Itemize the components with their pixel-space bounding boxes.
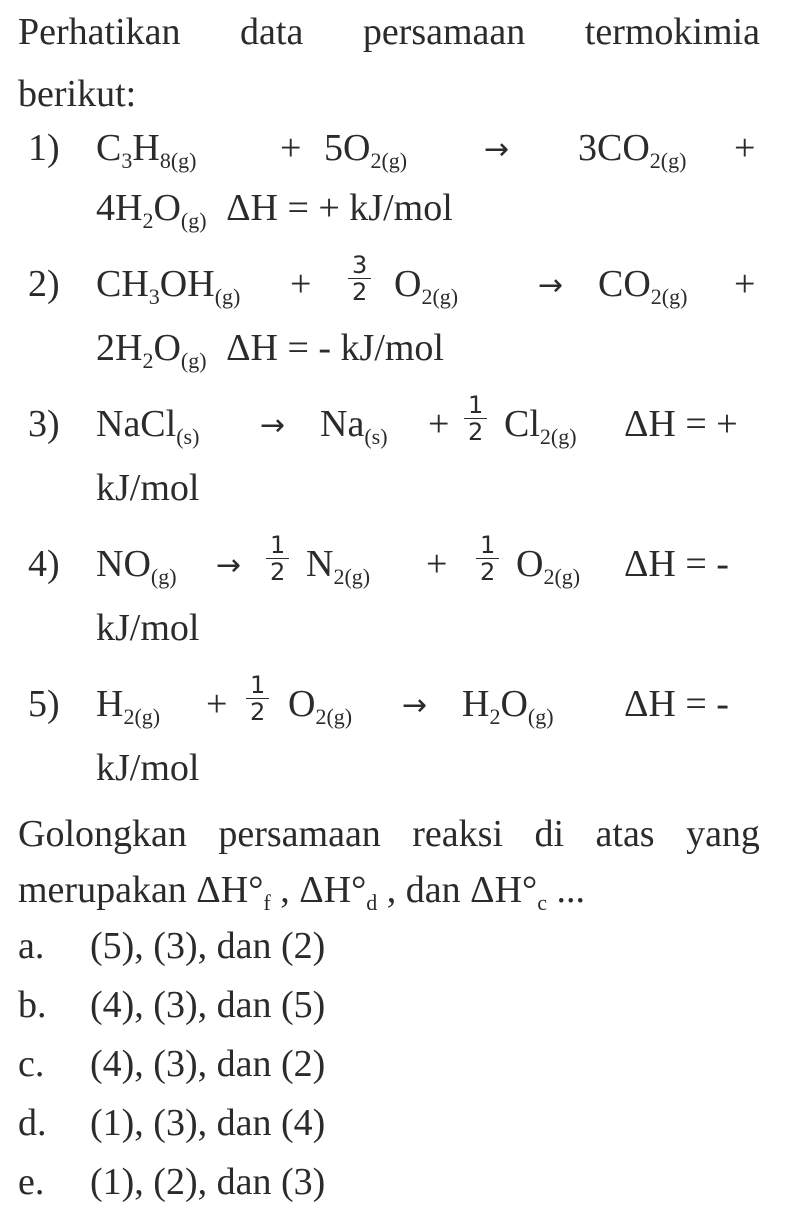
- product-oxygen: $O_{2(g)}$: [516, 543, 581, 589]
- option-text: (5), (3), dan (2): [90, 925, 326, 967]
- option-a[interactable]: [18, 924, 325, 968]
- enthalpy: ΔH = +: [624, 403, 738, 445]
- reaction-arrow-icon: →: [260, 408, 286, 443]
- option-text: (1), (3), dan (4): [90, 1102, 326, 1144]
- intro-line-1: [18, 10, 760, 54]
- option-letter: d.: [18, 1102, 47, 1144]
- plus-sign: +: [734, 127, 756, 169]
- reaction-arrow-icon: →: [484, 132, 510, 167]
- option-letter: b.: [18, 984, 47, 1026]
- plus-sign: +: [280, 127, 302, 169]
- plus-sign: +: [734, 263, 756, 305]
- reaction-number: 1): [28, 127, 60, 169]
- question-line-2: merupakan $\Delta H^\circ_f$ , $\Delta H^\circ_d$ , dan $\Delta H^\circ_c$ ...: [18, 869, 586, 915]
- fraction: $\frac{1}{2}$: [476, 532, 499, 585]
- intro-word: termokimia: [584, 11, 760, 53]
- reaction-1-cont: [96, 186, 453, 233]
- product-water: $2H_2O_{(g)}$: [96, 327, 207, 373]
- reaction-3-unit: kJ/mol: [96, 467, 200, 509]
- intro-word: data: [240, 11, 304, 53]
- reactant-propane: $C_3H_{8(g)}$: [96, 127, 197, 173]
- question-line-1: [18, 812, 760, 856]
- sub-c: c: [537, 890, 548, 915]
- reaction-arrow-icon: →: [402, 688, 428, 723]
- option-d[interactable]: [18, 1101, 325, 1145]
- question-word: reaksi: [412, 813, 504, 855]
- option-b[interactable]: [18, 983, 325, 1027]
- option-e[interactable]: [18, 1160, 325, 1204]
- option-text: (4), (3), dan (5): [90, 984, 326, 1026]
- question-word: di: [534, 813, 565, 855]
- reaction-5-unit: kJ/mol: [96, 747, 200, 789]
- reaction-number: 2): [28, 263, 60, 305]
- reactant-oxygen: $O_{2(g)}$: [394, 263, 459, 309]
- enthalpy: ΔH = -: [624, 543, 729, 585]
- reaction-4: [28, 531, 760, 598]
- product-sodium: $Na_{(s)}$: [320, 403, 388, 449]
- reactant-nacl: NaCl$_{(s)}$: [96, 403, 200, 449]
- reaction-2: [28, 251, 760, 318]
- reactant-oxygen: $5O_{2(g)}$: [324, 127, 408, 173]
- product-co2: $CO_{2(g)}$: [598, 263, 688, 309]
- enthalpy: ΔH = + kJ/mol: [226, 187, 453, 229]
- reaction-1: [28, 126, 760, 176]
- option-letter: c.: [18, 1043, 45, 1085]
- reaction-2-cont: [96, 326, 444, 373]
- reaction-arrow-icon: →: [538, 268, 564, 303]
- reactant-oxygen: $O_{2(g)}$: [288, 683, 353, 729]
- option-c[interactable]: [18, 1042, 325, 1086]
- fraction: $\frac{1}{2}$: [464, 392, 487, 445]
- intro-word: Perhatikan: [18, 11, 181, 53]
- question-word: persamaan: [218, 813, 381, 855]
- product-co2: $3CO_{2(g)}$: [578, 127, 687, 173]
- reaction-number: 4): [28, 543, 60, 585]
- product-water: $4H_2O_{(g)}$: [96, 187, 207, 233]
- reaction-4-unit: kJ/mol: [96, 607, 200, 649]
- question-word: atas: [595, 813, 655, 855]
- question-word: Golongkan: [18, 813, 187, 855]
- fraction: $\frac{3}{2}$: [348, 252, 371, 305]
- reaction-number: 3): [28, 403, 60, 445]
- option-text: (4), (3), dan (2): [90, 1043, 326, 1085]
- product-nitrogen: $N_{2(g)}$: [306, 543, 371, 589]
- plus-sign: +: [206, 683, 228, 725]
- reactant-no: $NO_{(g)}$: [96, 543, 177, 589]
- option-letter: e.: [18, 1161, 45, 1203]
- enthalpy: ΔH = -: [624, 683, 729, 725]
- reaction-3: [28, 391, 760, 458]
- enthalpy: ΔH = - kJ/mol: [226, 327, 444, 369]
- product-water: $H_2O_{(g)}$: [462, 683, 554, 729]
- plus-sign: +: [290, 263, 312, 305]
- fraction: $\frac{1}{2}$: [246, 672, 269, 725]
- plus-sign: +: [428, 403, 450, 445]
- product-chlorine: $Cl_{2(g)}$: [504, 403, 577, 449]
- sub-f: f: [263, 890, 271, 915]
- sub-d: d: [366, 890, 378, 915]
- option-letter: a.: [18, 925, 45, 967]
- reaction-number: 5): [28, 683, 60, 725]
- reactant-methanol: $CH_3OH_{(g)}$: [96, 263, 241, 309]
- question-word: yang: [686, 813, 760, 855]
- reaction-arrow-icon: →: [216, 548, 242, 583]
- reaction-5: [28, 671, 760, 738]
- intro-word: persamaan: [362, 11, 526, 53]
- reactant-hydrogen: $H_{2(g)}$: [96, 683, 161, 729]
- option-text: (1), (2), dan (3): [90, 1161, 326, 1203]
- fraction: $\frac{1}{2}$: [266, 532, 289, 585]
- plus-sign: +: [426, 543, 448, 585]
- intro-line-2: berikut:: [18, 73, 137, 115]
